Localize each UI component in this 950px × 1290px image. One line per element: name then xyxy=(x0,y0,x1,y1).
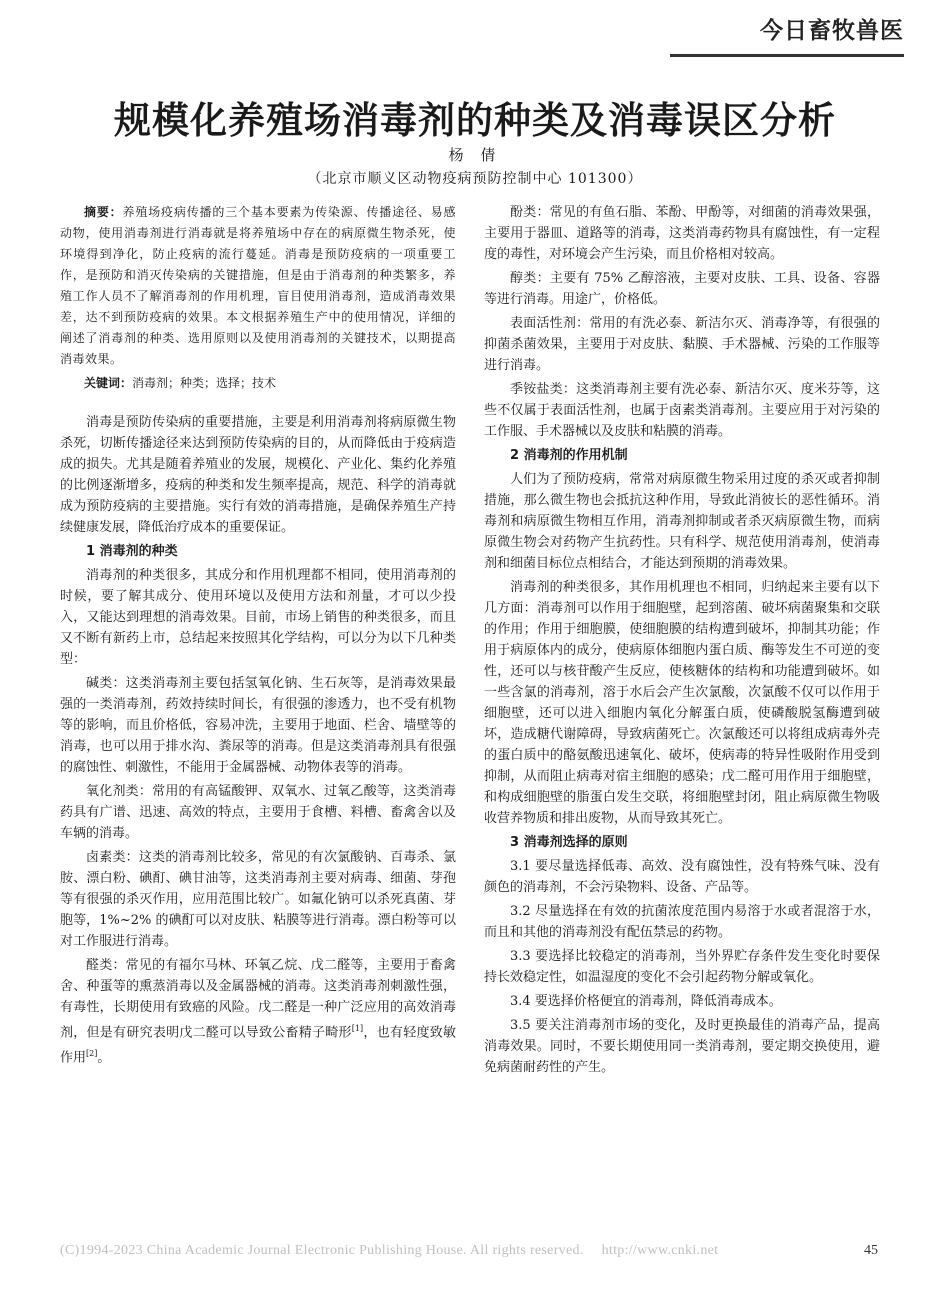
right-column xyxy=(484,202,880,1081)
article-title: 规模化养殖场消毒剂的种类及消毒误区分析 xyxy=(114,98,836,142)
section-3-heading: 3 消毒剂选择的原则 xyxy=(510,835,628,850)
principle-3-3: 3.3 要选择比较稳定的消毒剂，当外界贮存条件发生变化时要保持长效稳定性，如温湿度的变化不会引起药物分解或氧化。 xyxy=(484,949,880,985)
section-1-paragraph: 消毒剂的种类很多，其成分和作用机理都不相同，使用消毒剂的时候，要了解其成分、使用环境以及使用方法和剂量，才可以少投入，又能达到理想的消毒效果。目前，市场上销售的种类很多，而且又不断有新药上市，总结起来按照其化学结构，可以分为以下几种类型： xyxy=(60,568,456,667)
copyright-footer xyxy=(60,1243,718,1259)
aldehyde-text-c: 。 xyxy=(97,1050,111,1066)
journal-name: 今日畜牧兽医 xyxy=(760,18,904,44)
halogen-paragraph: 卤素类：这类的消毒剂比较多，常见的有次氯酸钠、百毒杀、氯胺、漂白粉、碘酊、碘甘油等，这类消毒剂主要对病毒、细菌、芽孢等有很强的杀灭作用，应用范围比较广。如氟化钠可以杀死真菌、芽胞等，1%~2% 的碘酊可以对皮肤、粘膜等进行消毒。漂白粉等可以对工作服进行消毒。 xyxy=(60,850,456,949)
intro-paragraph: 消毒是预防传染病的重要措施，主要是利用消毒剂将病原微生物杀死，切断传播途径来达到预防传染病的目的，从而降低由于疫病造成的损失。尤其是随着养殖业的发展，规模化、产业化、集约化养殖的比例逐渐增多，疫病的种类和发生频率提高，规范、科学的消毒就成为预防疫病的主要措施。实行有效的消毒措施，是确保养殖生产持续健康发展，降低治疗成本的重要保证。 xyxy=(60,415,456,535)
abstract-label: 摘要： xyxy=(84,205,123,219)
aldehyde-text-a: 醛类：常见的有福尔马林、环氧乙烷、戊二醛等，主要用于畜禽舍、种蛋等的熏蒸消毒以及金属器械的消毒。这类消毒剂刺激性强，有毒性，长期使用有致癌的风险。戊二醛是一种广泛应用的高效消毒剂，但是有研究表明戊二醛可以导致公畜精子畸形 xyxy=(60,958,456,1041)
page-number: 45 xyxy=(864,1243,878,1258)
article-affiliation: （北京市顺义区动物疫病预防控制中心 101300） xyxy=(307,171,643,187)
principle-3-2: 3.2 尽量选择在有效的抗菌浓度范围内易溶于水或者混溶于水，而且和其他的消毒剂没有配伍禁忌的药物。 xyxy=(484,904,880,940)
keywords-label: 关键词： xyxy=(84,376,133,390)
section-1-heading: 1 消毒剂的种类 xyxy=(86,544,178,559)
abstract xyxy=(60,202,456,370)
section-2-paragraph-2: 消毒剂的种类很多，其作用机理也不相同，归纳起来主要有以下几方面：消毒剂可以作用于细胞壁，起到溶菌、破坏病菌聚集和交联的作用；作用于细胞膜，使细胞膜的结构遭到破坏，抑制其功能；作用于病原体内的成分，使病原体细胞内蛋白质、酶等发生不可逆的变性，还可以与核苷酸产生反应，使核糖体的结构和功能遭到破坏。如一些含氯的消毒剂，溶于水后会产生次氯酸，次氯酸不仅可以作用于细胞壁，还可以进入细胞内氧化分解蛋白质，使磷酸脱氢酶遭到破坏，造成糖代谢障碍，导致病菌死亡。次氯酸还可以将组成病毒外壳的蛋白质中的酪氨酸迅速氧化、破坏，使病毒的特异性吸附作用受到抑制，从而阻止病毒对宿主细胞的感染；戊二醛可用作用于细胞壁，和构成细胞壁的脂蛋白发生交联，将细胞壁封闭，阻止病原微生物吸收营养物质和排出废物，从而导致其死亡。 xyxy=(484,580,880,826)
section-2-heading: 2 消毒剂的作用机制 xyxy=(510,448,628,463)
cnki-link[interactable]: http://www.cnki.net xyxy=(601,1243,719,1258)
principle-3-4: 3.4 要选择价格便宜的消毒剂，降低消毒成本。 xyxy=(510,994,782,1009)
alcohol-paragraph: 醇类：主要有 75% 乙醇溶液，主要对皮肤、工具、设备、容器等进行消毒。用途广，价格低。 xyxy=(484,271,880,307)
phenol-paragraph: 酚类：常见的有鱼石脂、苯酚、甲酚等，对细菌的消毒效果强，主要用于器皿、道路等的消毒，这类消毒药物具有腐蚀性，有一定程度的毒性，对环境会产生污染，而且价格相对较高。 xyxy=(484,205,880,262)
quat-paragraph: 季铵盐类：这类消毒剂主要有洗必泰、新洁尔灭、度米芬等，这些不仅属于表面活性剂，也属于卤素类消毒剂。主要应用于对污染的工作服、手术器械以及皮肤和粘膜的消毒。 xyxy=(484,382,880,439)
keywords-text: 消毒剂；种类；选择；技术 xyxy=(132,376,277,390)
aldehyde-text-b: ，也有轻度致敏作用 xyxy=(60,1025,456,1066)
principle-3-5: 3.5 要关注消毒剂市场的变化，及时更换最佳的消毒产品，提高消毒效果。同时，不要长期使用同一类消毒剂，要定期交换使用，避免病菌耐药性的产生。 xyxy=(484,1018,880,1075)
citation-2[interactable]: [2] xyxy=(86,1049,98,1059)
alkali-paragraph: 碱类：这类消毒剂主要包括氢氧化钠、生石灰等，是消毒效果最强的一类消毒剂，药效持续时间长，有很强的渗透力，也不受有机物等的影响，而且价格低，容易冲洗，主要用于地面、栏舍、墙壁等的消毒，也可以用于排水沟、粪尿等的消毒。但是这类消毒剂具有很强的腐蚀性、刺激性，不能用于金属器械、动物体表等的消毒。 xyxy=(60,676,456,775)
citation-1[interactable]: [1] xyxy=(351,1024,364,1033)
principle-3-1: 3.1 要尽量选择低毒、高效、没有腐蚀性，没有特殊气味、没有颜色的消毒剂，不会污染物料、设备、产品等。 xyxy=(484,859,880,895)
article-author: 杨 倩 xyxy=(448,146,502,164)
abstract-text: 养殖场疫病传播的三个基本要素为传染源、传播途径、易感动物，使用消毒剂进行消毒就是将养殖场中存在的病原微生物杀死，使环境得到净化，防止疫病的流行蔓延。消毒是预防疫病的一项重要工作，是预防和消灭传染病的关键措施，但是由于消毒剂的种类繁多，养殖工作人员不了解消毒剂的作用机理，盲目使用消毒剂，造成消毒效果差，达不到预防疫病的效果。本文根据养殖生产中的使用情况，详细的阐述了消毒剂的种类、选用原则以及使用消毒剂的关键技术，以期提高消毒效果。 xyxy=(60,205,456,366)
aldehyde-paragraph xyxy=(60,955,456,1069)
copyright-text: (C)1994-2023 China Academic Journal Electronic Publishing House. All rights reserved. xyxy=(60,1243,584,1258)
keywords xyxy=(60,373,456,394)
oxidant-paragraph: 氧化剂类：常用的有高锰酸钾、双氧水、过氧乙酸等，这类消毒药具有广谱、迅速、高效的特点，主要用于食槽、料槽、畜禽舍以及车辆的消毒。 xyxy=(60,784,456,841)
section-2-paragraph-1: 人们为了预防疫病，常常对病原微生物采用过度的杀灭或者抑制措施，那么微生物也会抵抗这种作用，导致此消彼长的恶性循环。消毒剂和病原微生物相互作用，消毒剂抑制或者杀灭病原微生物，而病原微生物会对药物产生抗药性。只有科学、规范使用消毒剂，使消毒剂和细菌目标位点相结合，才能达到预期的消毒效果。 xyxy=(484,472,880,571)
left-column xyxy=(60,202,456,1072)
surfactant-paragraph: 表面活性剂：常用的有洗必泰、新洁尔灭、消毒净等，有很强的抑菌杀菌效果，主要用于对皮肤、黏膜、手术器械、污染的工作服等进行消毒。 xyxy=(484,316,880,373)
header-rule xyxy=(670,54,904,57)
